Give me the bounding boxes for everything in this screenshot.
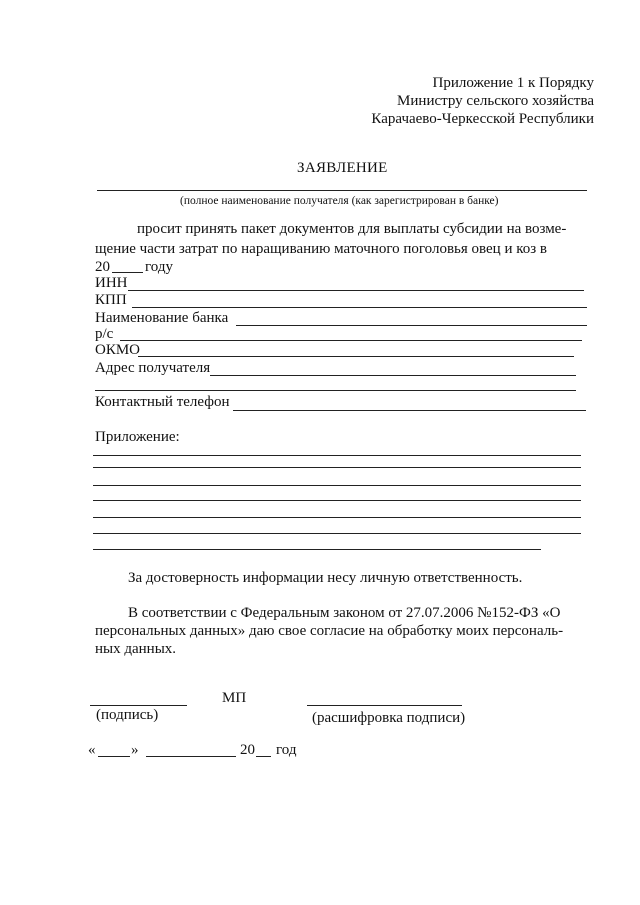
inn-label: ИНН bbox=[95, 275, 128, 291]
kpp-input-line[interactable] bbox=[132, 307, 587, 308]
attachment-line-5[interactable] bbox=[93, 517, 581, 518]
header-line-1: Приложение 1 к Порядку bbox=[432, 75, 594, 91]
date-year-word: год bbox=[276, 742, 297, 758]
address-label: Адрес получателя bbox=[95, 360, 211, 376]
year-blank-line[interactable] bbox=[112, 272, 143, 273]
responsibility-statement: За достоверность информации несу личную ответственность. bbox=[128, 570, 523, 586]
account-label: р/с bbox=[95, 326, 114, 342]
bank-name-input-line[interactable] bbox=[236, 325, 587, 326]
date-month-line[interactable] bbox=[146, 756, 236, 757]
phone-input-line[interactable] bbox=[233, 410, 586, 411]
decoding-caption: (расшифровка подписи) bbox=[312, 710, 466, 726]
okmo-input-line[interactable] bbox=[138, 356, 574, 357]
attachment-line-3[interactable] bbox=[93, 485, 581, 486]
date-year-prefix: 20 bbox=[240, 742, 255, 758]
okmo-label: ОКМО bbox=[95, 342, 141, 358]
attachment-line-6[interactable] bbox=[93, 533, 581, 534]
inn-input-line[interactable] bbox=[128, 290, 584, 291]
account-input-line[interactable] bbox=[120, 340, 582, 341]
date-day-line[interactable] bbox=[98, 756, 130, 757]
body-line-2: щение части затрат по наращиванию маточного поголовья овец и коз в bbox=[95, 241, 548, 257]
body-year-prefix: 20 bbox=[95, 259, 110, 275]
phone-label: Контактный телефон bbox=[95, 394, 230, 410]
recipient-name-line[interactable] bbox=[97, 190, 587, 191]
header-line-2: Министру сельского хозяйства bbox=[397, 93, 594, 109]
header-line-3: Карачаево-Черкесской Республики bbox=[371, 111, 594, 127]
body-year-suffix: году bbox=[145, 259, 173, 275]
consent-line-1: В соответствии с Федеральным законом от 27.07.2006 №152-ФЗ «О bbox=[128, 605, 561, 621]
address-input-line-2[interactable] bbox=[95, 390, 576, 391]
attachment-label: Приложение: bbox=[95, 429, 180, 445]
recipient-caption: (полное наименование получателя (как зарегистрирован в банке) bbox=[180, 195, 499, 207]
signature-caption: (подпись) bbox=[96, 707, 159, 723]
attachment-line-2[interactable] bbox=[93, 467, 581, 468]
consent-line-2: персональных данных» даю свое согласие на обработку моих персональ- bbox=[95, 623, 564, 639]
kpp-label: КПП bbox=[95, 292, 127, 308]
attachment-line-7[interactable] bbox=[93, 549, 541, 550]
date-year-line[interactable] bbox=[256, 756, 271, 757]
consent-line-3: ных данных. bbox=[95, 641, 177, 657]
address-input-line[interactable] bbox=[210, 375, 576, 376]
date-open-quote: « bbox=[88, 742, 96, 758]
date-close-quote: » bbox=[131, 742, 139, 758]
bank-name-label: Наименование банка bbox=[95, 310, 229, 326]
attachment-line-4[interactable] bbox=[93, 500, 581, 501]
stamp-label: МП bbox=[222, 690, 247, 706]
signature-decoding-line[interactable] bbox=[307, 705, 462, 706]
body-line-1: просит принять пакет документов для выплаты субсидии на возме- bbox=[137, 221, 567, 237]
attachment-line-1[interactable] bbox=[93, 455, 581, 456]
document-title: ЗАЯВЛЕНИЕ bbox=[297, 160, 388, 176]
